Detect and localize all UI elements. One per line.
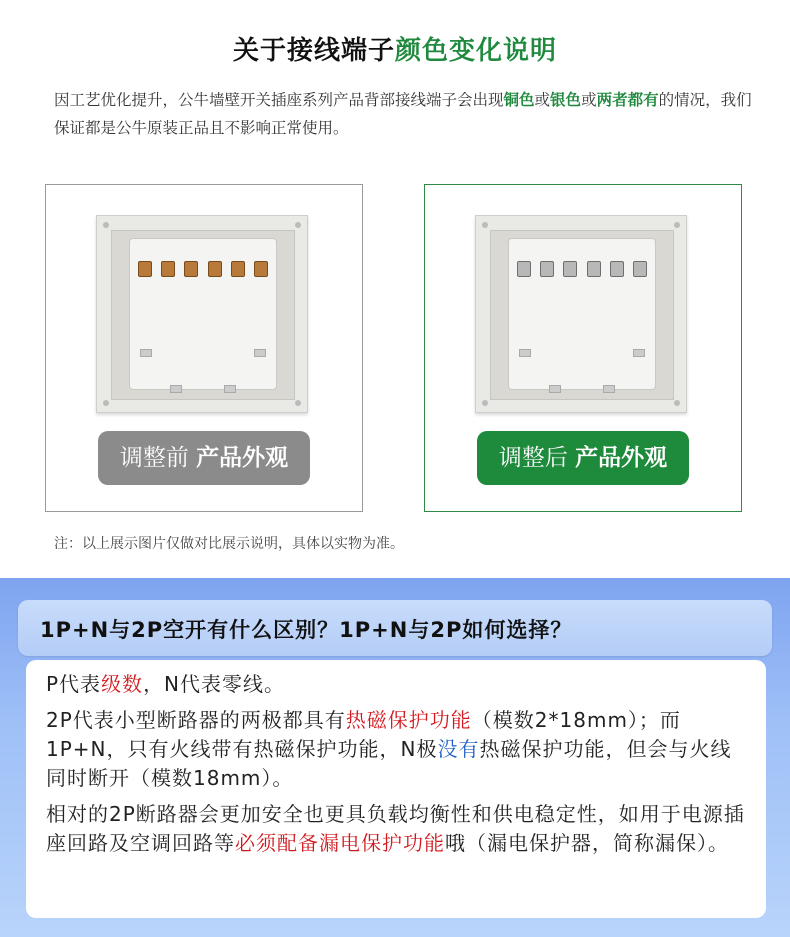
corner-screw <box>295 400 301 406</box>
terminal <box>540 261 554 277</box>
clip-tab <box>633 349 645 357</box>
corner-screw <box>674 222 680 228</box>
terminal-row-copper <box>138 261 268 277</box>
p3-c: 哦（漏电保护器，简称漏保）。 <box>445 831 729 855</box>
p2-e: 热磁保护功能，但会与火线同时断开（模数18mm）。 <box>46 737 732 790</box>
p1-b: 级数 <box>101 672 144 696</box>
terminal <box>610 261 624 277</box>
terminal <box>587 261 601 277</box>
terminal <box>563 261 577 277</box>
terminal <box>231 261 245 277</box>
clip-tab <box>519 349 531 357</box>
before-caption <box>98 431 310 485</box>
p2-a: 2P代表小型断路器的两极都具有 <box>46 708 346 732</box>
after-caption <box>477 431 689 485</box>
before-caption-bold: 产品外观 <box>196 445 289 471</box>
clip-tab <box>224 385 236 393</box>
intro-both: 两者都有 <box>596 91 659 109</box>
before-panel <box>45 184 363 512</box>
switch-back-image-after <box>475 215 687 413</box>
p2-b: 热磁保护功能 <box>345 708 472 732</box>
intro-text-2: 的情况，我们保证都是公牛原装正品且不影响正常使用。 <box>54 91 752 137</box>
corner-screw <box>295 222 301 228</box>
answer-paragraph-3 <box>46 800 746 858</box>
intro-text-1: 因工艺优化提升，公牛墙壁开关插座系列产品背部接线端子会出现 <box>54 91 504 109</box>
after-caption-bold: 产品外观 <box>575 445 668 471</box>
clip-tab <box>603 385 615 393</box>
answer-paragraph-1 <box>46 670 746 699</box>
p3-a: 相对的2P断路器会更加安全也更具负载均衡性和供电稳定性，如用于电源插座回路及空调回路等 <box>46 802 745 855</box>
after-panel <box>424 184 742 512</box>
switch-module <box>508 238 656 390</box>
p1-c: ，N代表零线。 <box>143 672 286 696</box>
intro-silver: 银色 <box>550 91 582 109</box>
answer-paragraph-2 <box>46 706 746 793</box>
title-highlight: 颜色变化说明 <box>395 36 558 66</box>
terminal <box>254 261 268 277</box>
clip-tab <box>170 385 182 393</box>
corner-screw <box>482 222 488 228</box>
clip-tab <box>549 385 561 393</box>
clip-tab <box>140 349 152 357</box>
intro-copper: 铜色 <box>503 91 535 109</box>
intro-or-2: 或 <box>581 91 597 109</box>
page-title <box>0 30 790 67</box>
terminal <box>161 261 175 277</box>
terminal <box>208 261 222 277</box>
switch-back-image-before <box>96 215 308 413</box>
after-caption-normal: 调整后 <box>498 445 568 471</box>
corner-screw <box>482 400 488 406</box>
p2-d: 没有 <box>437 737 480 761</box>
terminal <box>633 261 647 277</box>
terminal <box>138 261 152 277</box>
disclaimer-note: 注：以上展示图片仅做对比展示说明，具体以实物为准。 <box>54 536 404 552</box>
title-prefix: 关于接线端子 <box>232 36 395 66</box>
corner-screw <box>103 222 109 228</box>
before-caption-normal: 调整前 <box>119 445 189 471</box>
p2-c: （模数2*18mm）；而1P+N，只有火线带有热磁保护功能，N极 <box>46 708 681 761</box>
switch-module <box>129 238 277 390</box>
terminal <box>517 261 531 277</box>
terminal <box>184 261 198 277</box>
p3-b: 必须配备漏电保护功能 <box>235 831 445 855</box>
terminal-row-silver <box>517 261 647 277</box>
faq-question: 1P+N与2P空开有什么区别？1P+N与2P如何选择？ <box>40 618 573 642</box>
clip-tab <box>254 349 266 357</box>
corner-screw <box>674 400 680 406</box>
corner-screw <box>103 400 109 406</box>
intro-or-1: 或 <box>534 91 551 109</box>
intro-paragraph <box>54 86 754 142</box>
p1-a: P代表 <box>46 672 102 696</box>
